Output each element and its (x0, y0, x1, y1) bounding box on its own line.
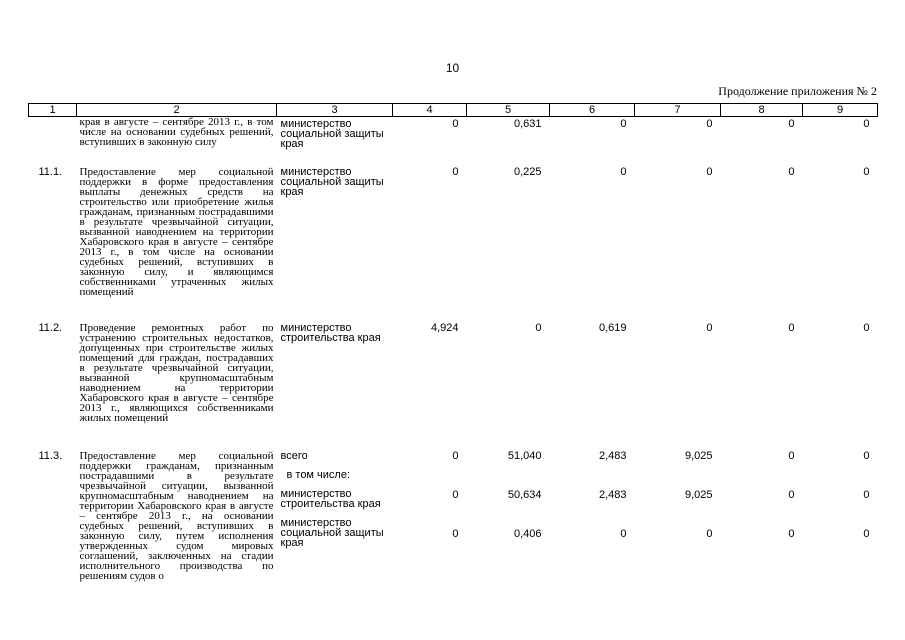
value-cell: 0 (452, 118, 459, 130)
col-header: 5 (467, 104, 550, 117)
executor-total: всего (280, 450, 308, 462)
value-construction: 0 (452, 489, 459, 501)
row-description: Предоставление мер социальной поддержки гражданам, признанным пострадавшими в результате чрезвычайной ситуации, вызванной крупномасштабным наводнением на территории Хабаровского края в августе – сентябре 2013 г., на основании судебных решений, вступивших в законную силу, путем исполнения утвержденных судом мировых соглашений, заключенных на стадии исполнительного производства по решениям судов о (79, 450, 274, 582)
col-header: 6 (550, 104, 635, 117)
table-row (29, 117, 878, 166)
value-social: 0 (863, 528, 870, 540)
row-executor: министерство социальной защиты края (280, 118, 384, 150)
value-cell (550, 449, 635, 581)
value-cell: 0 (620, 118, 627, 130)
value-total: 0 (788, 450, 795, 462)
col-header: 8 (721, 104, 803, 117)
row-description: края в августе – сентябре 2013 г., в том числе на основании судебных решений, вступивших в законную силу (79, 116, 274, 148)
value-cell: 0,631 (513, 118, 542, 130)
value-cell (393, 449, 467, 581)
continuation-caption: Продолжение приложения № 2 (718, 84, 877, 98)
col-header: 3 (277, 104, 393, 117)
value-total: 9,025 (684, 450, 713, 462)
col-header: 2 (77, 104, 277, 117)
value-social: 0 (452, 528, 459, 540)
value-social: 0,406 (513, 528, 542, 540)
value-construction: 9,025 (684, 489, 713, 501)
value-cell: 0,619 (598, 322, 627, 334)
value-cell: 0 (788, 118, 795, 130)
value-cell (635, 449, 721, 581)
value-social: 0 (620, 528, 627, 540)
row-executor (277, 449, 393, 581)
row-description: Проведение ремонтных работ по устранению строительных недостатков, допущенных при строительстве жилых помещений для граждан, пострадавших в результате чрезвычайной ситуации, вызванной крупномасштабным наводнением на территории Хабаровского края в августе – сентябре 2013 г., являющихся собственниками жилых помещений (79, 322, 274, 424)
value-cell: 0 (706, 322, 713, 334)
col-header: 9 (803, 104, 878, 117)
appendix-table (28, 103, 878, 581)
value-cell: 0 (863, 166, 870, 178)
value-total: 0 (863, 450, 870, 462)
executor-construction: министерство строительства края (280, 488, 381, 510)
table-row (29, 165, 878, 321)
value-construction: 50,634 (507, 489, 542, 501)
value-cell: 4,924 (430, 322, 459, 334)
value-cell: 0 (863, 118, 870, 130)
row-index: 11.2. (38, 322, 63, 334)
value-cell: 0 (788, 166, 795, 178)
header-row (29, 104, 878, 117)
row-description: Предоставление мер социальной поддержки в форме предоставления выплаты денежных средств на строительство или приобретение жилья гражданам, признанным пострадавшими в результате чрезвычайной ситуации, вызванной наводнением на территории Хабаровского края в августе – сентябре 2013 г., в том числе на основании судебных решений, вступивших в законную силу, и являющимся собственниками утраченных жилых помещений (79, 166, 274, 298)
value-cell: 0 (452, 166, 459, 178)
col-header: 7 (635, 104, 721, 117)
value-cell: 0 (620, 166, 627, 178)
col-header: 4 (393, 104, 467, 117)
table-row (29, 321, 878, 449)
col-header: 1 (29, 104, 77, 117)
value-cell (721, 449, 803, 581)
value-social: 0 (788, 528, 795, 540)
row-index: 11.3. (38, 450, 63, 462)
value-construction: 0 (863, 489, 870, 501)
executor-social: министерство социальной защиты края (280, 517, 384, 549)
row-executor: министерство строительства края (280, 322, 381, 344)
row-index (29, 117, 77, 166)
value-total: 2,483 (598, 450, 627, 462)
row-index: 11.1. (38, 166, 63, 178)
value-construction: 2,483 (598, 489, 627, 501)
value-cell: 0 (788, 322, 795, 334)
value-cell: 0 (706, 118, 713, 130)
value-construction: 0 (788, 489, 795, 501)
value-cell: 0 (863, 322, 870, 334)
value-cell (803, 449, 878, 581)
value-total: 0 (452, 450, 459, 462)
executor-including: в том числе: (286, 469, 351, 481)
value-total: 51,040 (507, 450, 542, 462)
value-cell: 0,225 (513, 166, 542, 178)
value-social: 0 (706, 528, 713, 540)
row-executor: министерство социальной защиты края (280, 166, 384, 198)
value-cell: 0 (535, 322, 542, 334)
page-number: 10 (445, 61, 460, 75)
value-cell: 0 (706, 166, 713, 178)
value-cell (467, 449, 550, 581)
table-row (29, 449, 878, 581)
